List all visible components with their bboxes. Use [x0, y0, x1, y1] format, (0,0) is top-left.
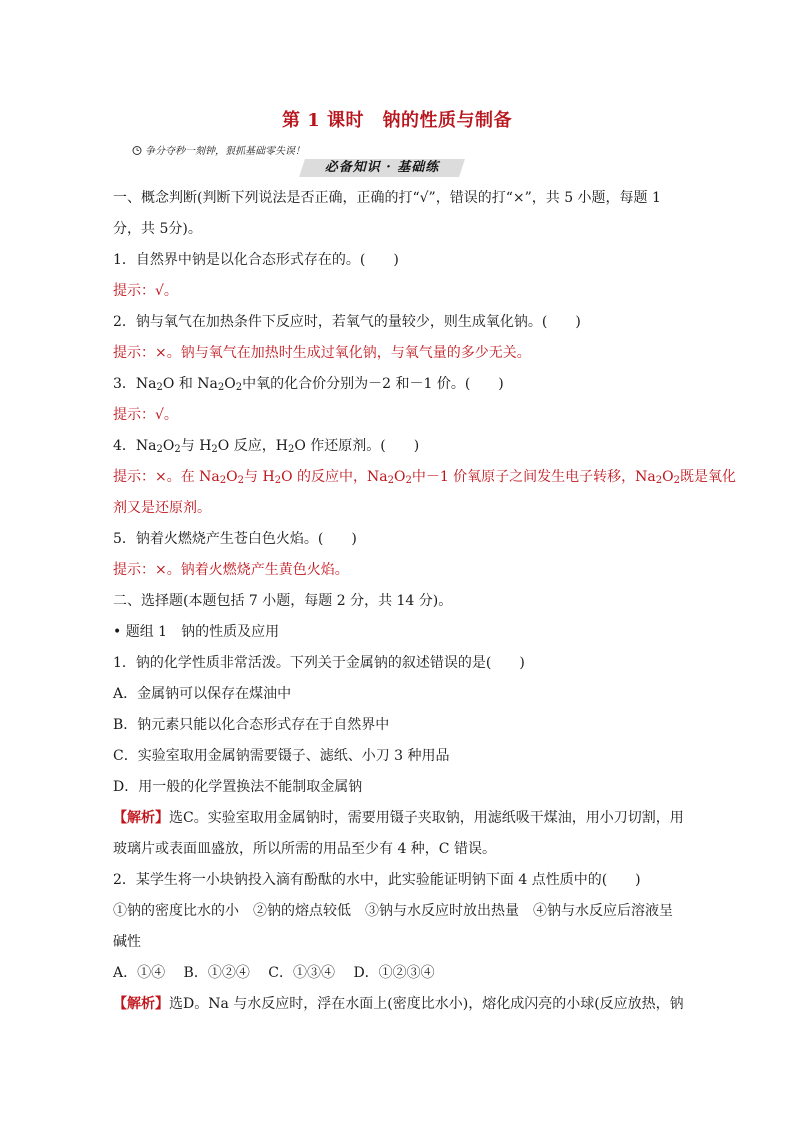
- question-1-hint: 提示：√。: [113, 283, 178, 299]
- section-banner: 必备知识 · 基础练: [324, 160, 440, 175]
- page-title: 第 1 课时 钠的性质与制备: [281, 110, 513, 131]
- tagline-text: 争分夺秒一刻钟，狠抓基础零失误！: [145, 146, 305, 157]
- question-4-hint-cont: 剂又是还原剂。: [113, 500, 211, 516]
- section1-heading-cont: 分，共 5分)。: [113, 221, 202, 237]
- mc2-items-cont: 碱性: [113, 934, 141, 950]
- analysis-tag: 【解析】: [113, 996, 169, 1012]
- mc1-option-c: C．实验室取用金属钠需要镊子、滤纸、小刀 3 种用品: [113, 748, 450, 764]
- mc2-options: A．①④ B．①②④ C．①③④ D．①②③④: [113, 965, 435, 981]
- section1-heading: 一、概念判断(判断下列说法是否正确，正确的打“√”，错误的打“×”，共 5 小题，每题 1: [113, 190, 661, 206]
- analysis-tag: 【解析】: [113, 810, 169, 826]
- main-content: [113, 183, 737, 1020]
- question-2: 2．钠与氧气在加热条件下反应时，若氧气的量较少，则生成氧化钠。( ): [113, 314, 581, 330]
- mc1-option-a: A．金属钠可以保存在煤油中: [113, 686, 292, 702]
- question-group-1: • 题组 1 钠的性质及应用: [113, 624, 280, 640]
- question-5-hint: 提示：×。钠着火燃烧产生黄色火焰。: [113, 562, 349, 578]
- mc-question-2: 2．某学生将一小块钠投入滴有酚酞的水中，此实验能证明钠下面 4 点性质中的( ): [113, 872, 641, 888]
- mc-question-1: 1．钠的化学性质非常活泼。下列关于金属钠的叙述错误的是( ): [113, 655, 525, 671]
- mc1-explanation-cont: 玻璃片或表面皿盛放，所以所需的用品至少有 4 种，C 错误。: [113, 841, 496, 857]
- mc1-option-b: B．钠元素只能以化合态形式存在于自然界中: [113, 717, 390, 733]
- question-3-hint: 提示：√。: [113, 407, 178, 423]
- question-5: 5．钠着火燃烧产生苍白色火焰。( ): [113, 531, 357, 547]
- question-1: 1．自然界中钠是以化合态形式存在的。( ): [113, 252, 399, 268]
- question-4-hint: 提示：×。在 $Na_2O_2$与 $H_2O$ 的反应中，$Na_2O_2$中－1 价氧原子之间发生电子转移，$Na_2O_2$既是氧化: [113, 469, 737, 486]
- question-4: 4．$Na_2O_2$与 $H_2O$ 反应，$H_2O$ 作还原剂。( ): [113, 438, 420, 455]
- clock-icon: [132, 145, 142, 155]
- mc2-items: ①钠的密度比水的小 ②钠的熔点较低 ③钠与水反应时放出热量 ④钠与水反应后溶液呈: [113, 903, 673, 919]
- question-3: 3．$Na_2O$ 和 $Na_2O_2$中氧的化合价分别为－2 和－1 价。( ): [113, 376, 504, 393]
- tagline: [132, 142, 305, 157]
- section2-heading: 二、选择题(本题包括 7 小题，每题 2 分，共 14 分)。: [113, 593, 453, 609]
- mc1-option-d: D．用一般的化学置换法不能制取金属钠: [113, 779, 363, 795]
- question-2-hint: 提示：×。钠与氧气在加热时生成过氧化钠，与氧气量的多少无关。: [113, 345, 531, 361]
- mc2-explanation: 【解析】选D。Na 与水反应时，浮在水面上(密度比水小)，熔化成闪亮的小球(反应放热，钠: [113, 996, 684, 1012]
- mc1-explanation: 【解析】选C。实验室取用金属钠时，需要用镊子夹取钠，用滤纸吸干煤油，用小刀切割，用: [113, 810, 684, 826]
